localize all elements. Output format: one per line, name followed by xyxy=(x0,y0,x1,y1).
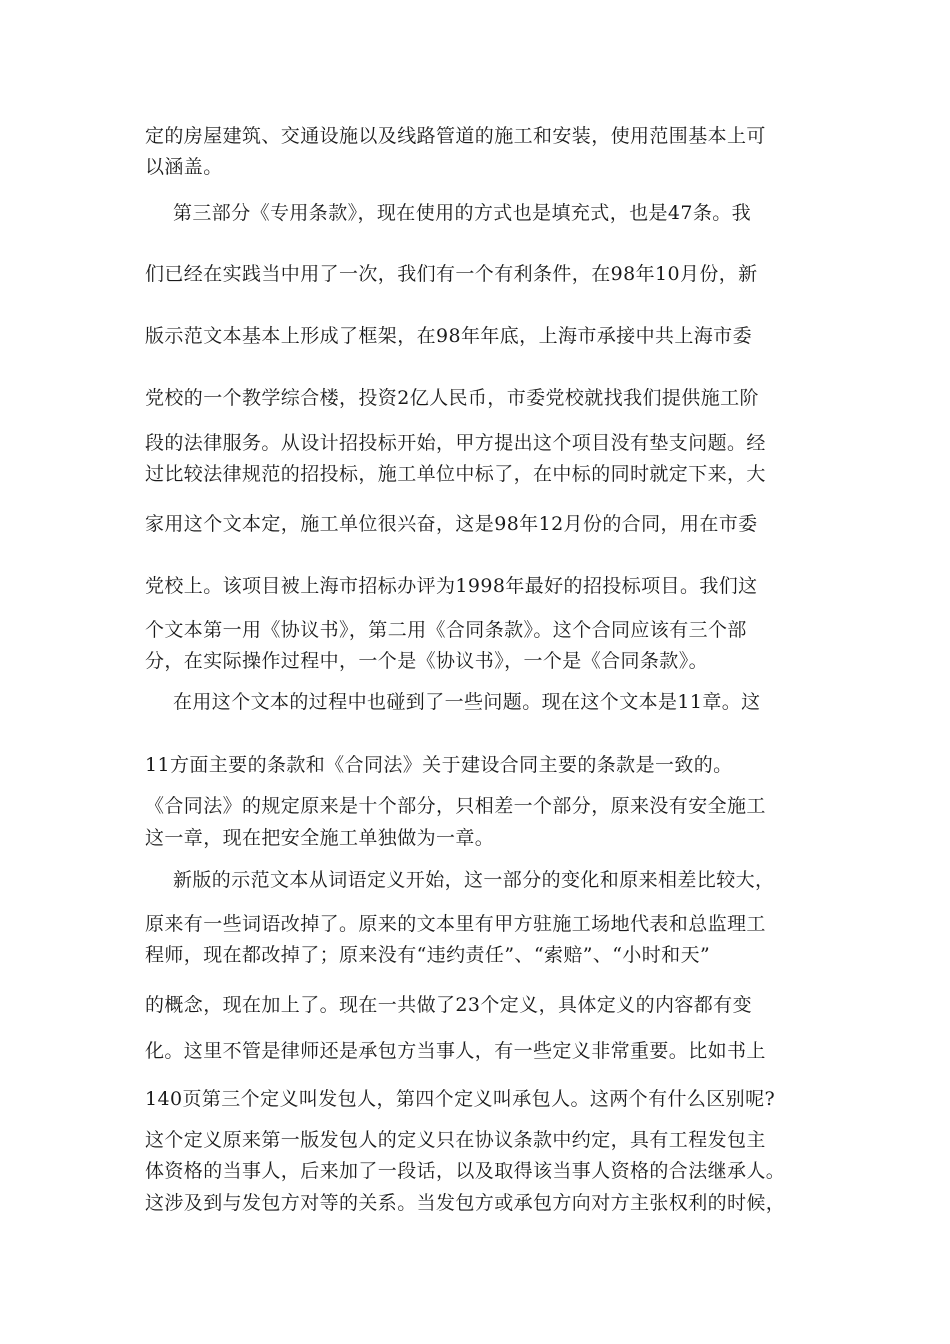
paragraph-start-line: 第三部分《专用条款》，现在使用的方式也是填充式，也是47条。我 xyxy=(173,202,752,224)
text-line: 版示范文本基本上形成了框架，在98年年底，上海市承接中共上海市委 xyxy=(145,325,752,347)
text-line: 《合同法》的规定原来是十个部分，只相差一个部分，原来没有安全施工 xyxy=(145,795,766,817)
text-line: 的概念，现在加上了。现在一共做了23个定义，具体定义的内容都有变 xyxy=(145,994,752,1016)
text-line: 定的房屋建筑、交通设施以及线路管道的施工和安装，使用范围基本上可 xyxy=(145,125,766,147)
paragraph-start-line: 新版的示范文本从词语定义开始，这一部分的变化和原来相差比较大， xyxy=(173,869,775,891)
text-line: 体资格的当事人，后来加了一段话，以及取得该当事人资格的合法继承人。 xyxy=(145,1160,786,1182)
text-line: 段的法律服务。从设计招投标开始，甲方提出这个项目没有垫支问题。经 xyxy=(145,432,766,454)
text-line: 原来有一些词语改掉了。原来的文本里有甲方驻施工场地代表和总监理工 xyxy=(145,913,766,935)
text-line: 们已经在实践当中用了一次，我们有一个有利条件，在98年10月份，新 xyxy=(145,263,758,285)
text-line: 这个定义原来第一版发包人的定义只在协议条款中约定，具有工程发包主 xyxy=(145,1129,766,1151)
text-line: 家用这个文本定，施工单位很兴奋，这是98年12月份的合同，用在市委 xyxy=(145,513,758,535)
text-line: 党校上。该项目被上海市招标办评为1998年最好的招投标项目。我们这 xyxy=(145,575,758,597)
text-line: 这涉及到与发包方对等的关系。当发包方或承包方向对方主张权利的时候， xyxy=(145,1192,786,1214)
text-line: 这一章，现在把安全施工单独做为一章。 xyxy=(145,827,495,849)
text-line: 11方面主要的条款和《合同法》关于建设合同主要的条款是一致的。 xyxy=(145,754,733,776)
text-line: 以涵盖。 xyxy=(145,156,223,178)
text-line: 分，在实际操作过程中，一个是《协议书》，一个是《合同条款》。 xyxy=(145,650,709,672)
text-line: 个文本第一用《协议书》，第二用《合同条款》。这个合同应该有三个部 xyxy=(145,619,747,641)
text-line: 党校的一个教学综合楼，投资2亿人民币，市委党校就找我们提供施工阶 xyxy=(145,387,759,409)
text-line: 程师，现在都改掉了；原来没有“违约责任”、“索赔”、“小时和天” xyxy=(145,944,711,966)
text-line: 化。这里不管是律师还是承包方当事人，有一些定义非常重要。比如书上 xyxy=(145,1040,766,1062)
text-line: 过比较法律规范的招投标，施工单位中标了，在中标的同时就定下来，大 xyxy=(145,463,766,485)
paragraph-start-line: 在用这个文本的过程中也碰到了一些问题。现在这个文本是11章。这 xyxy=(173,691,761,713)
text-line: 140页第三个定义叫发包人，第四个定义叫承包人。这两个有什么区别呢? xyxy=(145,1088,776,1110)
